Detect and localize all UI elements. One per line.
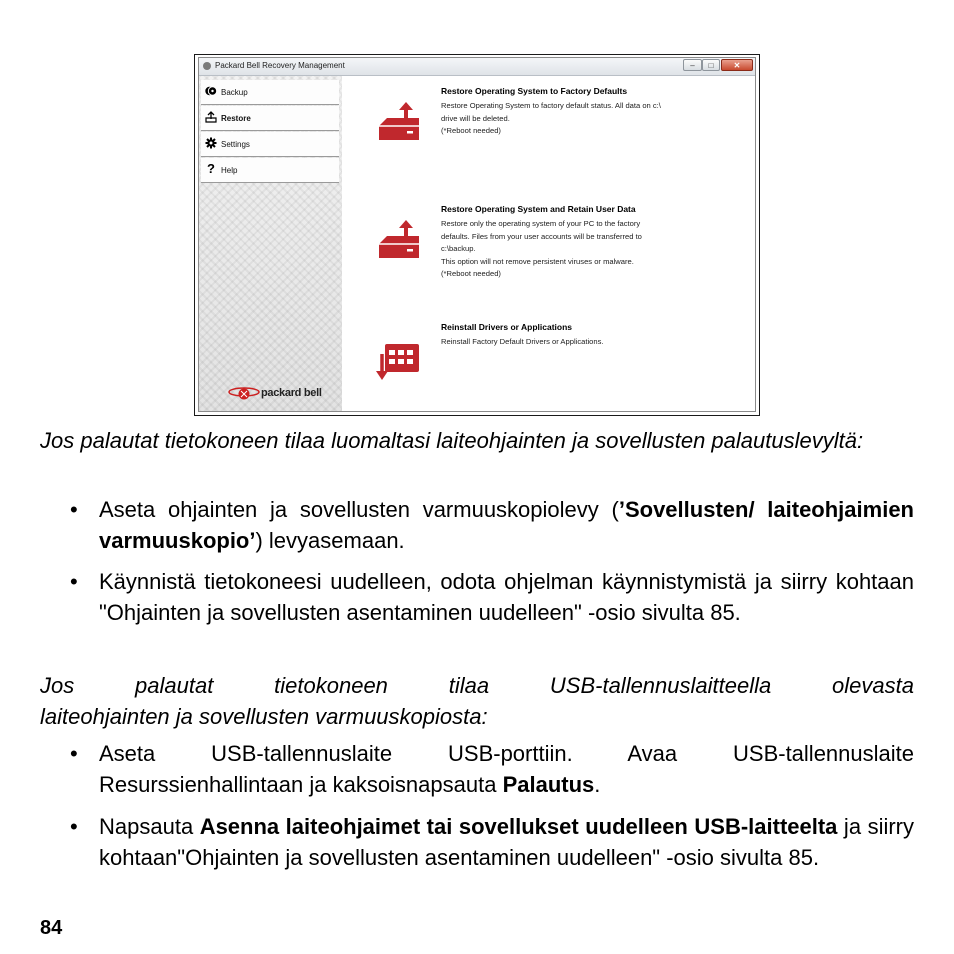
- option-title-factory-defaults[interactable]: Restore Operating System to Factory Defaults: [441, 86, 628, 96]
- packard-bell-logo: [227, 384, 337, 404]
- options-panel: [343, 76, 755, 411]
- window-title: Packard Bell Recovery Management: [215, 61, 345, 70]
- app-icon: [203, 62, 211, 70]
- maximize-button[interactable]: □: [702, 59, 720, 71]
- bullet-text: Aseta USB-tallennuslaite USB-porttiin. Avaa USB-tallennuslaite Resurssienhallintaan ja kaksoisnapsauta Palautus.: [99, 741, 914, 797]
- bullet-marker: •: [70, 741, 78, 766]
- sidebar-item-label: Help: [221, 166, 238, 175]
- option-desc-reinstall-drivers: Reinstall Factory Default Drivers or Applications.: [441, 337, 604, 346]
- hard-drive-upload-icon[interactable]: [375, 218, 423, 268]
- intro-paragraph-usb-line1: Jos palautat tietokoneen tilaa USB-tallennuslaitteella olevasta: [40, 673, 914, 698]
- sidebar-item-backup[interactable]: [201, 80, 339, 105]
- sidebar: [199, 76, 342, 411]
- packard-bell-logo-icon: [227, 384, 261, 404]
- option-desc-retain-user-data: Restore only the operating system of your PC to the factory defaults. Files from your user accounts will be transferred to c:\backup. This option will not remove persistent viruses or malware. (*Reboot needed): [441, 219, 642, 278]
- bullet-text: Napsauta Asenna laiteohjaimet tai sovellukset uudelleen USB-laitteelta ja siirry kohtaan"Ohjainten ja sovellusten asentaminen uudelleen" -osio sivulta 85.: [99, 814, 914, 870]
- option-desc-factory-defaults: Restore Operating System to factory default status. All data on c:\ drive will be deleted. (*Reboot needed): [441, 101, 661, 135]
- title-bar: [199, 58, 755, 76]
- intro-paragraph-disc: Jos palautat tietokoneen tilaa luomaltasi laiteohjainten ja sovellusten palautuslevyltä:: [40, 428, 864, 453]
- gear-icon: [205, 137, 217, 149]
- recovery-window-screenshot: [194, 54, 760, 416]
- option-title-reinstall-drivers[interactable]: Reinstall Drivers or Applications: [441, 322, 572, 332]
- bullet-text: Aseta ohjainten ja sovellusten varmuuskopiolevy (’Sovellusten/ laiteohjaimien varmuuskopio’) levyasemaan.: [99, 497, 914, 553]
- restore-arrow-icon: [205, 111, 217, 123]
- backup-disc-icon: [205, 85, 217, 97]
- close-button[interactable]: ✕: [721, 59, 753, 71]
- bullet-marker: •: [70, 497, 78, 522]
- intro-paragraph-usb-line2: laiteohjainten ja sovellusten varmuuskopiosta:: [40, 704, 488, 729]
- sidebar-item-settings[interactable]: [201, 132, 339, 157]
- bullet-marker: •: [70, 814, 78, 839]
- question-mark-icon: ?: [207, 161, 215, 176]
- sidebar-item-label: Backup: [221, 88, 248, 97]
- option-title-retain-user-data[interactable]: Restore Operating System and Retain User Data: [441, 204, 636, 214]
- page-number: 84: [40, 917, 63, 939]
- window-frame: [198, 57, 756, 412]
- sidebar-item-label: Restore: [221, 114, 251, 123]
- app-grid-download-icon[interactable]: [375, 338, 423, 388]
- sidebar-item-help[interactable]: [201, 158, 339, 183]
- minimize-button[interactable]: –: [683, 59, 702, 71]
- sidebar-item-label: Settings: [221, 140, 250, 149]
- sidebar-item-restore[interactable]: [201, 106, 339, 131]
- bullet-marker: •: [70, 569, 78, 594]
- bullet-text: Käynnistä tietokoneesi uudelleen, odota ohjelman käynnistymistä ja siirry kohtaan "Ohjainten ja sovellusten asentaminen uudelleen" -osio sivulta 85.: [99, 569, 914, 625]
- brand-name: packard bell: [261, 387, 322, 399]
- hard-drive-upload-icon[interactable]: [375, 100, 423, 150]
